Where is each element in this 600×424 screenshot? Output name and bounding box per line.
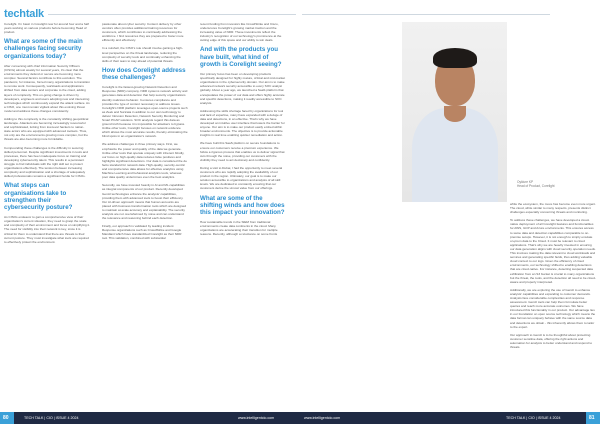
page-number: 81 <box>589 415 595 421</box>
techtalk-logo: techtalk <box>4 8 44 20</box>
paragraph: Our primary focus has been on developing products specifically designed for highly mature, critical and mid-market organizations in the cybersecurity domain. Our aim is to make advanced network security accessible to every SOC analyst globally. About a year ago, we launched a SaaS platform that encapsulates the power of our data and offers highly accurate and specific detections, making it readily accessible to SOC analysts. <box>200 72 286 105</box>
paragraph: Secondly, we have invested heavily in AI and ML capabilities as integral components of our product. Recently developed GenAI technologies enhance the analysts' capabilities, providing them with advanced tools to boost their efficiency. Our AI-driven approach means that human accounts are placed with business transformation tools which are designed to maintain at-scale accuracy and explainability. The security analysts are not overwhelmed by noise and can understand the relevance and reasoning behind each detection. <box>102 183 187 221</box>
question-heading: And with the products you have built, what kind of growth is Corelight seeing? <box>200 46 282 68</box>
paragraph: In a nutshell, the CISO's role should involve gaining a high-level perspective on the threat landscape, reducing the complexity of security tools and continually enhancing the skills of their team to stay ahead of potential threats. <box>102 46 183 63</box>
portrait-photo <box>402 22 507 202</box>
question-heading: What steps can organisations take to strengthen their cybersecurity posture? <box>4 182 73 211</box>
page-footer <box>0 412 300 424</box>
paragraph: Additionally, we are exploring the use of GenAI to enhance analysts' capabilities and expanding to customer demands. Analysts face considerable complexities and response assessment. GenAI tools can help them formulate better queries and reach more accurate outcomes. We have introduced this functionality in our product. Our advantage lies in our foundation on open source technology which means the data format can uniquely behave with the same source data and detections we obtain - this inherently allows them to tailor to the expert. <box>510 287 596 329</box>
shirt <box>412 108 498 202</box>
hair <box>433 48 477 68</box>
header-rule <box>48 14 296 15</box>
page-footer <box>300 412 600 424</box>
left-column-2 <box>102 22 188 245</box>
paragraph: Compounding these challenges is the difficulty in securing skilled personnel. Despite significant investments in tools and processes, there has been inadequate focus on training and developing cybersecurity talent. This results in a persistent struggle to find individuals with the right skill set to protect organizations effectively. The tension between increasing complexity and sophistication and a shortage of adequately skilled professionals remains a significant hurdle for CISOs. <box>4 145 88 179</box>
paragraph: We address challenges in three primary ways. First, we emphasize the power and quality of the data we generate. Unlike other tools that operate uniquely with inherent blindly, our focus on high-quality data reduces false positives and highlights significant detections. Our data is considered the de facto standard for network data. High-quality, security-centric and comprehensive data allows for effective analytics using Machine Learning and behavioral analytics tools, whereas poor data quality undermines even the best analytics. <box>102 142 187 180</box>
paragraph: while the ecosystem, the move has become even more urgent. The cloud, while similar to many respects, presents distinct challenges especially concerning threats and monitoring. <box>510 202 596 215</box>
paragraph: How sustainable trends in the SIEM from traditional environments create data continents in the cloud. Many organizations are accelerating their transition for multiple reasons. Recently, although a reluctance on some fronts <box>200 220 278 237</box>
footer-web: www.intelligentcio.com <box>238 416 275 420</box>
photo-caption <box>517 180 577 188</box>
page-number: 80 <box>3 415 9 421</box>
footer-web: www.intelligentcio.com <box>304 416 341 420</box>
caption-role: Head of Product, Corelight <box>517 184 555 189</box>
neck <box>444 106 466 122</box>
paragraph: Our approach to GenAI is to be thoughtful about protecting customer sensitive data, offering the right actions and automation for analysts to better understand and respond to threats. <box>510 332 593 349</box>
caption-name: Oyklure KP <box>517 180 534 184</box>
right-column-1 <box>510 202 596 353</box>
paragraph: To address these challenges, we have developed a cloud-native deployment of all Corelight features and functionalities for AWS, GCP and Azure environments. This ensures access to same data and detection capabilities comparable to on-premise setups. However, it is not enough to simply emulate on-prem data to the Cloud. It must be relevant to cloud applications. That's why we are heavily invested in ensuring our data generation aligns with cloud security operation needs. This involves making the data relevant to cloud workloads and services and generating specific fields, thus adding valuable cloud context to our logs. Given the efficiency of cloud environments, our technology shifted to enabling detections that are cloud-native. For instance, detecting suspected data exfiltration from an S3 bucket is crucial to many organizations but the threat, the tools, and the detection all need to be cloud-aware and properly interpreted. <box>510 218 596 284</box>
paragraph: Corelight is the fastest-growing Network Detection and Response (NDR) company. NDR systems network activity and generates data and detection that help security organizations identify malicious behavior. It ensures compliance and provides the type of context necessary to address issues. Corelight's NDR platform leverages open-source projects such as Zeek and Suricata in addition to our own technology to deliver Intrusion Detection, Network Security Monitoring and Smart PCAP solutions. SOC analysts regard this data as ground truth because it is impossible for attackers to bypass. Unlike other tools, Corelight focuses on network evidence which allows the most accurate results, thereby eliminating the blind spots in an organization's network. <box>102 85 188 139</box>
question-heading: What are some of the shifting winds and how does this impact your innovation? <box>200 194 285 216</box>
paragraph: Adding to this complexity is the constantly shifting geopolitical landscape. Attackers are becoming increasingly resourceful and sophisticated, lurking from low-level hackers to nation-state actors who are equipped with advanced toolsets. Thus, not only are the environments growing more complex, but the threats are also becoming more formidable. <box>4 117 89 142</box>
paragraph: As CISOs endeavor to gain a comprehensive view of their organization's current situation, they need to grasp the scale and complexity of their environment and focus on simplifying it. The need for visibility into their network is key, since it is critical for them to understand that there are threats to their current posture. They must investigate what tools are required to effectively protect the environment. <box>4 215 90 244</box>
paragraph: Finally, our approach is validated by leading incident Response organizations such as CrowdStrike and Google Mandiant which have standardized Corelight as their NDR tool. This validation, combined with substantial <box>102 224 182 241</box>
question-heading: How does Corelight address these challenges? <box>102 66 186 82</box>
header-rule <box>302 14 550 15</box>
paragraph: We have built this SaaS platform on secure foundations to ensure our customers receive a premium experience. We follow a rigorous process that enables us to deliver signal that cuts through the noise, providing our customers with the visibility they need to act decisively and confidently. <box>200 141 285 162</box>
paragraph: Corelight. I'm basic in Corelight now for around four and a half years working on various products before becoming Head of product. <box>4 22 89 35</box>
paragraph: During a visit to Dubai, I had the opportunity to meet several customers who are rapidly adopting the availability of our product in the region. Ultimately, our goal is to make our solution accessible to organizations and analysts of all skill levels. We are dedicated to constantly ensuring that our customers derive the utmost value from our offerings. <box>200 165 283 191</box>
paragraph: passionate about cyber security. Content delivery by other vendors often provides additional training resources for customers, which contributes to continually addressing the workforce. I find resources they are prepared to foster more efficiently and effectively. <box>102 22 184 43</box>
question-heading: What are some of the main challenges facing security organizations today? <box>4 38 83 60</box>
paragraph: recent funding from investors like CrowdStrike and Cisco, underscores Corelight's growing market traction and the increasing value of NDR. These investments reflect the industry's recognition of our technology's prominence at the cutting edge of this space and our ability to win deals. <box>200 22 282 43</box>
left-column-3 <box>200 22 286 241</box>
paragraph: Addressing the skills shortage faced by organizations for tool and lack of expertise, many have expanded with a deluge of data and detections, in an effective. That's why we have developed an intuitive user interface that lowers the barrier for anyone. Our aim is to make our product easily embed within broader environments. The objective is to provide actionable insights in real time enabling quicker remediation and action. <box>200 108 285 138</box>
footer-issue: TECH TALK | CIO | ISSUE 4 2024 <box>24 416 79 420</box>
paragraph: After conversing with chief information Security Officers (CISOs) almost weekly for several years, it's clear that the environments they defend or secure are becoming more complex. Several factors contribute to this evolution. The pandemic, for instance, forced many organizations to transition to remote work. Consequently, workloads and applications shifted from data centers and corporate to the cloud, adding layers of complexity. This on-going change is driven by developers, engineers and users adopting new and interesting technologies which continuously expand the attack surface. As a CISO, one must remain vigilant about this evolving threat model and address these changes consistently. <box>4 63 90 113</box>
left-column-1 <box>4 22 90 248</box>
footer-issue: TECH TALK | CIO | ISSUE 4 2024 <box>506 416 561 420</box>
